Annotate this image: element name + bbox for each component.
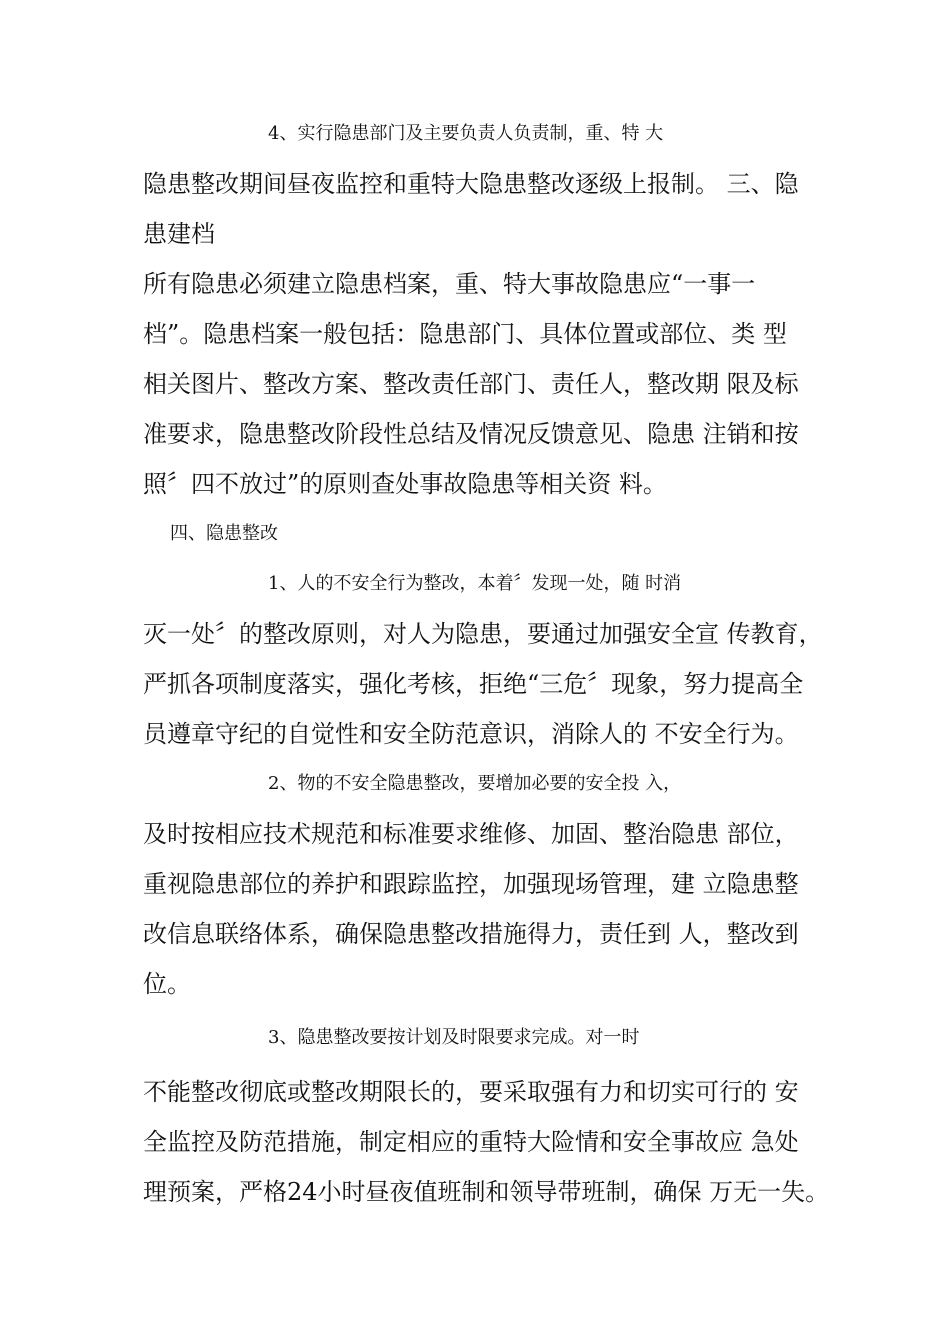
- text-line: 重视隐患部位的养护和跟踪监控，加强现场管理，建 立隐患整: [143, 870, 799, 898]
- text-line: 3、隐患整改要按计划及时限要求完成。对一时: [268, 1027, 640, 1048]
- text-line: 照〞四不放过”的原则查处事故隐患等相关资 料。: [143, 470, 667, 498]
- text-line: 灭一处〞的整改原则，对人为隐患，要通过加强安全宣 传教育，: [143, 620, 823, 648]
- text-line: 1、人的不安全行为整改，本着〞发现一处，随 时消: [268, 573, 682, 594]
- text-line: 位。: [143, 970, 191, 998]
- text-line: 不能整改彻底或整改期限长的，要采取强有力和切实可行的 安: [143, 1078, 799, 1106]
- text-line: 档”。隐患档案一般包括：隐患部门、具体位置或部位、类 型: [143, 320, 787, 348]
- text-line: 2、物的不安全隐患整改，要增加必要的安全投 入，: [268, 773, 682, 794]
- text-line: 理预案，严格24小时昼夜值班制和领导带班制，确保 万无一失。: [143, 1178, 830, 1206]
- text-line: 相关图片、整改方案、整改责任部门、责任人，整改期 限及标: [143, 370, 799, 398]
- text-line: 严抓各项制度落实，强化考核，拒绝“三危〞现象，努力提高全: [143, 670, 804, 698]
- text-line: 患建档: [143, 220, 215, 248]
- text-line: 员遵章守纪的自觉性和安全防范意识，消除人的 不安全行为。: [143, 720, 799, 748]
- text-line: 所有隐患必须建立隐患档案，重、特大事故隐患应“一事一: [143, 270, 756, 298]
- text-line: 及时按相应技术规范和标准要求维修、加固、整治隐患 部位，: [143, 820, 799, 848]
- text-line: 准要求，隐患整改阶段性总结及情况反馈意见、隐患 注销和按: [143, 420, 799, 448]
- text-line: 隐患整改期间昼夜监控和重特大隐患整改逐级上报制。 三、隐: [143, 170, 799, 198]
- text-line: 改信息联络体系，确保隐患整改措施得力，责任到 人，整改到: [143, 920, 799, 948]
- section-heading: 四、隐患整改: [170, 523, 278, 544]
- text-line: 全监控及防范措施，制定相应的重特大险情和安全事故应 急处: [143, 1128, 799, 1156]
- text-line: 4、实行隐患部门及主要负责人负责制，重、特 大: [268, 123, 664, 144]
